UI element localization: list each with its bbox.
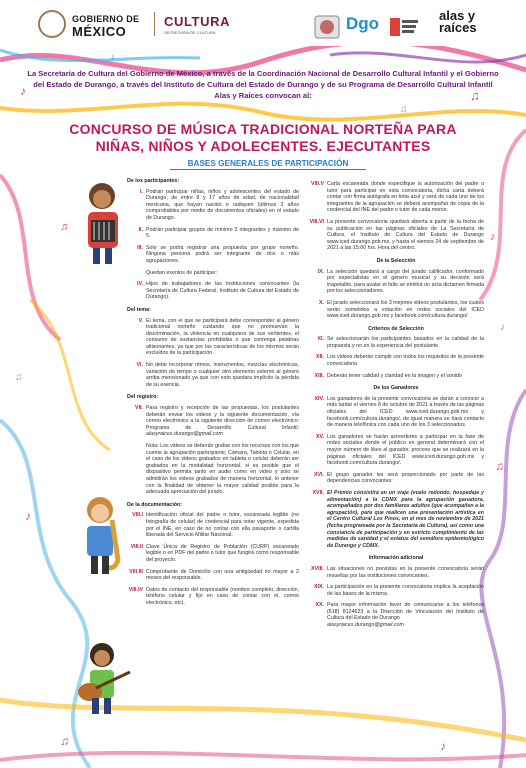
page-title [40, 121, 486, 155]
durango-crest-icon [313, 14, 341, 40]
item-number: VII. [135, 405, 143, 412]
svg-text:♫: ♫ [60, 734, 69, 748]
svg-text:♪: ♪ [500, 322, 505, 333]
logo-divider [154, 12, 155, 36]
item-number: XIV. [314, 395, 324, 402]
alas-label: alas y [439, 8, 476, 23]
svg-text:♫: ♫ [15, 372, 23, 383]
item-text: Los ganadores se harán acreedores a participar en la fase de redes sociales donde el público en general determinará con el mayor número de likes al ganador, proceso que se realizará en la páginas oficiales del ICED www.iced.durango.gob.mx y facebook.com/cultura.durango/. [327, 433, 484, 467]
list-item [308, 584, 484, 597]
item-text: Carta escaneada donde especifique la autorización del padre o tutor para participar en esta convocatoria, dicha carta deberá contar con firma autógrafa en tinta azul y será de cada uno de los integrantes de la agrupación se deberá acompañar de copia de la credencial del INE del padre o tutor de cada menor. [327, 181, 484, 214]
item-number: IV. [137, 281, 143, 288]
item-number: VIII.VI [309, 218, 324, 225]
list-item [127, 281, 299, 301]
section-heading: Del tema: [127, 306, 151, 313]
section-heading: Del registro: [127, 394, 159, 401]
svg-text:♪: ♪ [490, 231, 496, 243]
title-line-1: CONCURSO DE MÚSICA TRADICIONAL NORTEÑA PARA [69, 121, 457, 137]
section-subtitle: BASES GENERALES DE PARTICIPACIÓN [170, 159, 366, 170]
item-text: La selección quedará a cargo del jurado calificador, conformado por especialistas en el género musical y su decisión será inapelable, para avalar el fallo se emitirá un acta dictamen firmada por los seleccionadores. [327, 268, 484, 295]
svg-text:♪: ♪ [440, 739, 446, 753]
item-text-body: Para mayor información favor de comunicarse a los teléfonos (618) 8124623 a la Dirección de Vinculación del Instituto de Cultura del Estado de Durango [327, 602, 484, 622]
list-item [127, 544, 299, 564]
item-text: Solo se podrá registrar una propuesta por grupo norteño. Ninguna persona podrá ser integrante de dos o más agrupaciones. [146, 244, 299, 264]
mexico-label: MÉXICO [72, 24, 127, 39]
item-text: Deberán tener calidad y claridad en la imagen y el sonido [327, 372, 462, 379]
item-text: Datos de contacto del responsable (nombre completo, dirección, teléfono celular y fijo en caso de contar con el, correo electrónico, etc). [146, 586, 299, 606]
svg-text:♪: ♪ [25, 509, 31, 523]
svg-text:♫: ♫ [470, 88, 480, 103]
list-item [308, 396, 484, 429]
list-item [308, 472, 484, 485]
item-number: X. [318, 299, 324, 306]
note-paragraph: Nota: Los videos se deberán grabar con los recursos con los que cuente la agrupación participante; Cámara, Tableta o Celular, en el caso de los videos grabados en tableta o celular deberán ser grabados en la modalidad horizontal, si es posible que el dispositivo permita tanto en audio como en video y solo se admitirán los videos grabados de manera horizontal, lo anterior con la finalidad de obtener la mayor calidad posible para la adecuada apreciación del jurado. [146, 443, 299, 496]
list-item [127, 245, 299, 265]
item-text: No debe incorporar ritmos, instrumentos, mezclas electrónicas, variación de tempo o cualquier otro elemento externo al género arriba mencionado ya que con esto quedara implícito la pérdida de su esencia. [146, 362, 299, 388]
item-number: VIII.IV [128, 586, 143, 593]
item-text-body: Para registro y recepción de las propuestas, los postulantes deberán enviar los videos y la siguiente documentación, vía correo electrónico a la siguiente dirección de correo electrónico: Programa de Desarrollo Cultural Infantil: [146, 405, 299, 431]
section-heading: Criterios de Selección [368, 325, 424, 332]
saxophone-player-figure [87, 497, 118, 574]
email-link[interactable]: alasyraices.durango@gmail.com [327, 622, 404, 629]
item-text: Los videos deberán cumplir con todos los requisitos de la presente convocatoria [327, 354, 484, 368]
item-number: XVIII. [311, 565, 324, 572]
item-number: V. [138, 317, 143, 324]
section-heading: De los participantes: [127, 178, 180, 184]
list-item [127, 189, 299, 222]
svg-text:♫: ♫ [400, 104, 408, 115]
accordion-player-figure [88, 183, 118, 264]
gobierno-label: GOBIERNO DE [72, 14, 140, 24]
section-heading: De la Selección [376, 257, 416, 264]
list-item [308, 490, 484, 549]
section-heading: De la documentación: [127, 501, 183, 508]
eagle-seal-icon [38, 10, 66, 38]
item-text: El tema, con el que se participará debe corresponder al género tradicional norteño cuidando que no promuevan la discriminación, la violencia en cualquiera de sus vertientes, el consumo de sustancias prohibidas o que contenga palabras altisonantes, ya que por las características de los mismos serán excluidos de la participación. [146, 317, 299, 357]
item-text: Hijos de trabajadores de las Instituciones convocantes (la Secretaría de Cultura Federal, Instituto de Cultura del Estado de Durango). [146, 281, 299, 301]
item-number: XIX. [313, 584, 324, 591]
list-item [127, 362, 299, 388]
item-text: Podrán participar grupos de mínimo 3 integrantes y máximo de 5. [146, 226, 299, 240]
intro-text: La Secretaría de Cultura del Gobierno de México, a través de la Coordinación Nacional de Desarrollo Cultural Infantil y el Gobierno del Estado de Durango, a través del Instituto de Cultura del Estado de Durango y de su Programa de Desarrollo Cultural Infantil Alas y Raíces convocan al: [27, 69, 499, 100]
item-number: III. [137, 244, 143, 251]
raices-label: raíces [439, 20, 477, 35]
list-item [127, 227, 299, 240]
item-text: El jurado seleccionará los 3 mejores videos postulantes, los cuales serán sometidos a votación en redes sociales del ICED www.iced.durango.gob.mx y facebook.com/cultura.durango/ [327, 299, 484, 320]
list-item [308, 354, 484, 367]
left-column [127, 172, 299, 611]
list-item [127, 569, 299, 582]
list-item [127, 512, 299, 538]
item-text: Los ganadores de la presente convocatoria se darán a conocer a más tardar el viernes 8 de octubre de 2021 a través de las páginas oficiales del ICED www.iced.durango.gob.mx y facebook.com/cultura.durango/, de igual manera se hará contacto de manera telefónica con cada uno de los 3 seleccionados. [327, 395, 484, 429]
prize-text: El Premio consistirá en un viaje (vuelo redondo, hospedaje y alimentación) a la CDMX para la agrupación ganadora, acompañados por dos familiares adultos (que acompañen a la agrupación), para que realicen una presentación artística en el Centro Cultural Los Pinos, en el mes de noviembre de 2021 (fecha programada por la Secretaría de Cultura), así como una constancia de participación y en estricto cumplimiento de las medidas de sanidad y el estatus del semáforo epidemiológico de Durango y CDMX. [327, 489, 484, 549]
item-number: VIII.II [130, 543, 143, 550]
paragraph: Quedan exentos de participar: [146, 269, 217, 276]
item-text: Identificación oficial del padre o tutor, escaneada legible (no fotografía de celular) de credencial para votar vigente, expedida por el INE, en caso de no contar con ella pasaporte o cartilla liberada del Servicio Militar Nacional. [146, 512, 299, 539]
right-column [308, 181, 484, 634]
item-number: VIII.V [311, 181, 324, 187]
item-number: XI. [317, 336, 324, 343]
svg-text:♪: ♪ [110, 52, 115, 63]
email-link[interactable]: alasyraices.durango@gmail.com [146, 431, 223, 438]
list-item [308, 219, 484, 252]
item-number: II. [138, 226, 143, 233]
guitar-player-figure [78, 643, 130, 714]
section-heading: De los Ganadores [373, 385, 419, 392]
item-text: Las situaciones no previstas en la presente convocatoria serán resueltas por las instituciones convocantes. [327, 565, 484, 579]
list-item [127, 587, 299, 607]
list-item [308, 373, 484, 380]
title-line-2: NIÑAS, NIÑOS Y ADOLECENTES. EJECUTANTES [95, 138, 431, 154]
item-number: XIII. [314, 372, 324, 379]
list-item [308, 336, 484, 349]
item-number: IX. [317, 268, 324, 275]
list-item [127, 318, 299, 358]
item-number: I. [140, 188, 143, 195]
item-number: VIII.III [129, 568, 143, 575]
section-heading: Información adicional [368, 555, 424, 562]
item-number: XX. [315, 602, 324, 609]
svg-text:♪: ♪ [20, 84, 26, 98]
item-text: Clave Única de Registro de Población (CURP) escaneado legible o en PDF del padre o tutor que fungirá como responsable del proyecto. [146, 543, 299, 563]
svg-text:♫: ♫ [60, 221, 69, 233]
list-item [308, 434, 484, 467]
item-number: XV. [315, 433, 324, 440]
list-item [308, 269, 484, 295]
list-item [308, 602, 484, 628]
item-text: Comprobante de Domicilio con una antigüedad no mayor a 2 meses del responsable. [146, 568, 299, 582]
item-text: La participación en la presente convocatoria implica la aceptación de las bases de la misma. [327, 584, 484, 597]
item-text: La presente convocatoria quedará abierta a partir de la fecha de su publicación en las páginas oficiales de La Secretaría de Cultura, el Instituto de Cultura del Estado de Durango www.iced.durango.gob.mx, y hasta el viernes 24 de septiembre de 2021 a las 15:00 hrs. Hora del centro. [327, 218, 484, 252]
list-item [308, 300, 484, 320]
item-text: Podrán participar niñas, niños y adolescentes del estado de Durango, de entre 8 y 17 años de edad, de nacionalidad mexicana, que hayan nacido o radiquen (últimos 3 años comprobables por medio de documentos oficiales) en el estado de Durango. [146, 188, 299, 221]
alas-y-raices-logo [439, 10, 477, 34]
instituto-cultura-logo-icon [388, 16, 420, 38]
item-number: XVI. [313, 471, 324, 478]
list-item [308, 566, 484, 579]
item-text [146, 405, 299, 438]
cultura-logo: CULTURA [164, 14, 231, 29]
gobierno-mexico-logo [38, 10, 156, 40]
item-text: Se seleccionarán los participantes basados en la calidad de la propuesta y no en la experiencia del postulante. [327, 336, 484, 349]
item-number: XII. [316, 354, 324, 361]
item-number: VI. [136, 362, 143, 369]
header [0, 0, 526, 46]
svg-text:♫: ♫ [495, 459, 504, 473]
dgo-logo: Dgo [346, 14, 380, 33]
list-item [308, 181, 484, 214]
item-number: VIII.I [132, 512, 143, 519]
item-text [327, 602, 484, 628]
cultura-sub-label: SECRETARÍA DE CULTURA [164, 30, 216, 35]
item-text: El grupo ganador les será proporcionado por parte de las dependencias convocantes: [327, 471, 484, 485]
item-number: XVII. [312, 489, 324, 496]
list-item [127, 405, 299, 438]
